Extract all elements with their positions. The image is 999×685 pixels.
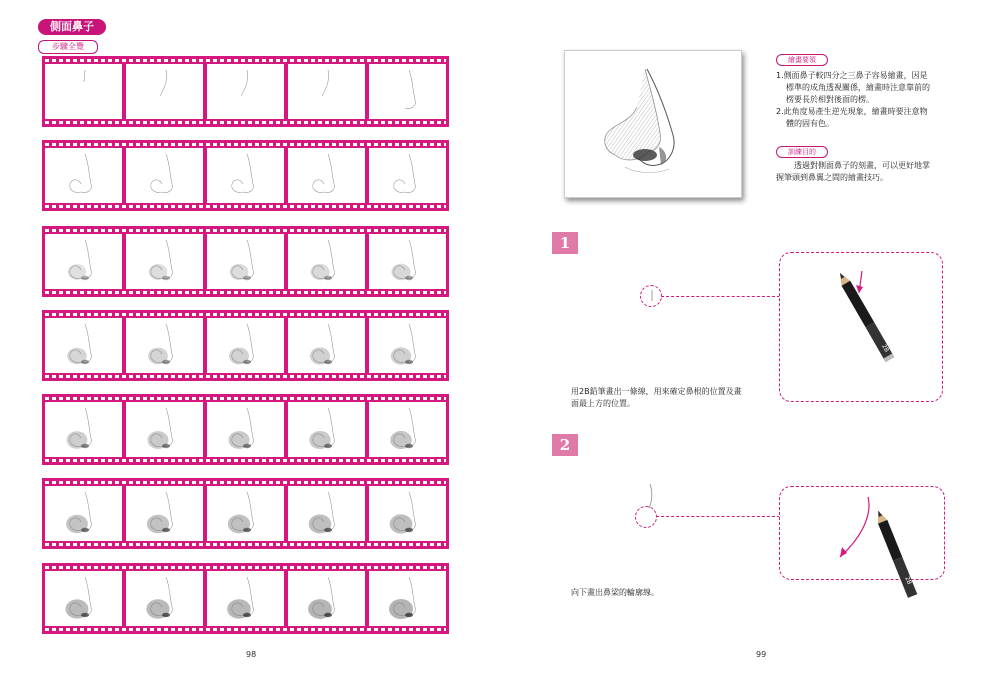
step-thumbnail — [369, 571, 446, 626]
step-thumbnail — [207, 64, 284, 119]
tips-text: 1.側面鼻子較四分之三鼻子容易繪畫，因是 標準的成角透視關係，繪畫時注意靠前的 楞要長於相對後面的楞。 2.此角度易產生逆光現象，繪畫時要注意物 體的固有色。 — [776, 71, 930, 128]
tips-label: 繪畫要領 — [776, 54, 828, 66]
step-2-badge: 2 — [552, 434, 578, 456]
step-thumbnail — [126, 64, 203, 119]
step-thumbnail — [126, 571, 203, 626]
page-number-right: 99 — [756, 650, 767, 659]
film-strip — [42, 478, 449, 549]
step-thumbnail — [45, 486, 122, 541]
step-thumbnail — [369, 402, 446, 457]
film-perforation — [45, 375, 446, 378]
step-thumbnail — [369, 148, 446, 203]
step-thumbnail — [288, 234, 365, 289]
film-perforation — [45, 205, 446, 208]
purpose-label: 訓練目的 — [776, 146, 828, 158]
step-thumbnail — [369, 486, 446, 541]
film-perforation — [45, 459, 446, 462]
step-2-zoom-view — [779, 486, 945, 586]
film-strip — [42, 140, 449, 211]
step-thumbnail — [126, 148, 203, 203]
step-thumbnail — [207, 234, 284, 289]
film-perforation — [45, 628, 446, 631]
film-perforation — [45, 313, 446, 316]
step-1-badge: 1 — [552, 232, 578, 254]
film-strip — [42, 394, 449, 465]
step-1-pencil-label: 2B — [880, 343, 891, 354]
film-perforation — [45, 543, 446, 546]
step-thumbnail — [288, 486, 365, 541]
step-thumbnail — [126, 402, 203, 457]
page-number-left: 98 — [246, 650, 257, 659]
step-thumbnail — [288, 571, 365, 626]
film-strip — [42, 563, 449, 634]
film-perforation — [45, 59, 446, 62]
film-perforation — [45, 566, 446, 569]
film-strip — [42, 56, 449, 127]
film-perforation — [45, 481, 446, 484]
step-thumbnail — [207, 402, 284, 457]
step-thumbnail — [45, 234, 122, 289]
step-thumbnail — [288, 64, 365, 119]
step-thumbnail — [369, 64, 446, 119]
film-strip — [42, 310, 449, 381]
step-2-text: 向下畫出鼻梁的輪廓線。 — [571, 588, 659, 597]
step-1-text: 用2B鉛筆畫出一條線，用來確定鼻根的位置及畫 面最上方的位置。 — [571, 387, 742, 408]
step-1-focus-circle — [640, 285, 662, 307]
film-perforation — [45, 121, 446, 124]
step-thumbnail — [207, 486, 284, 541]
step-thumbnail — [207, 318, 284, 373]
step-thumbnail — [369, 318, 446, 373]
step-thumbnail — [126, 234, 203, 289]
step-1-zoom-view — [779, 252, 943, 402]
step-2-connector — [656, 516, 780, 517]
film-strip — [42, 226, 449, 297]
step-thumbnail — [126, 486, 203, 541]
step-thumbnail — [288, 148, 365, 203]
step-thumbnail — [288, 402, 365, 457]
step-thumbnail — [45, 571, 122, 626]
step-2-nose-line — [640, 482, 660, 512]
step-thumbnail — [45, 318, 122, 373]
step-thumbnail — [288, 318, 365, 373]
purpose-text: 透過對側面鼻子的刻畫，可以更好地掌 握筆頭到鼻翼之間的繪畫技巧。 — [776, 161, 930, 182]
step-thumbnail — [369, 234, 446, 289]
step-thumbnail — [207, 148, 284, 203]
section-subtitle: 步驟全覽 — [38, 40, 98, 54]
step-thumbnail — [45, 402, 122, 457]
step-thumbnail — [45, 148, 122, 203]
film-perforation — [45, 229, 446, 232]
step-2-pencil-label: 2B — [903, 575, 913, 586]
reference-nose-drawing — [564, 50, 742, 198]
film-perforation — [45, 143, 446, 146]
step-thumbnail — [126, 318, 203, 373]
step-1-connector — [661, 296, 780, 297]
page-title: 側面鼻子 — [38, 19, 106, 35]
step-thumbnail — [207, 571, 284, 626]
film-perforation — [45, 397, 446, 400]
film-perforation — [45, 291, 446, 294]
step-thumbnail — [45, 64, 122, 119]
